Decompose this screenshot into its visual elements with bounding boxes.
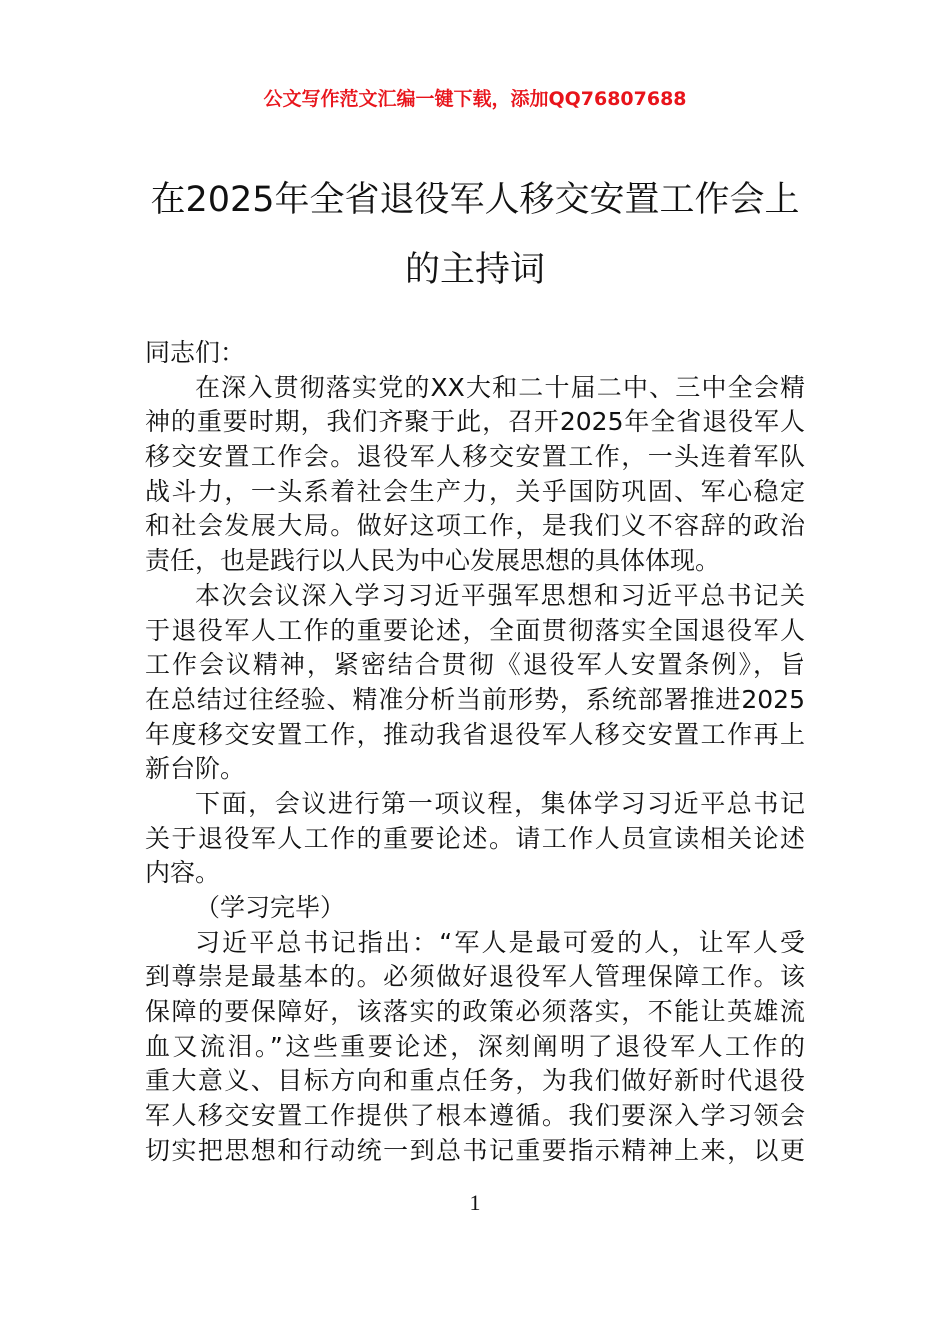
text-line: 于退役军人工作的重要论述，全面贯彻落实全国退役军人 [145,615,805,645]
text-line: 本次会议深入学习习近平强军思想和习近平总书记关 [195,580,805,610]
download-notice: 公文写作范文汇编一键下载，添加QQ76807688 [263,88,687,110]
paragraph [145,371,805,579]
text-line: 保障的要保障好，该落实的政策必须落实，不能让英雄流 [145,997,805,1027]
text-line: 和社会发展大局。做好这项工作，是我们义不容辞的政治 [145,511,805,541]
text-line: 军人移交安置工作提供了根本遵循。我们要深入学习领会 [145,1101,805,1131]
text-line: 到尊崇是最基本的。必须做好退役军人管理保障工作。该 [145,962,805,992]
paragraph [145,336,805,371]
text-line: 重大意义、目标方向和重点任务，为我们做好新时代退役 [145,1066,805,1096]
text-line: 责任，也是践行以人民为中心发展思想的具体体现。 [145,546,721,576]
text-line: 移交安置工作会。退役军人移交安置工作，一头连着军队 [145,442,805,472]
page-number: 1 [469,1190,481,1215]
text-line: （学习完毕） [195,893,346,922]
text-line: 下面，会议进行第一项议程，集体学习习近平总书记 [195,788,805,818]
text-line: 神的重要时期，我们齐聚于此，召开2025年全省退役军人 [145,407,805,437]
text-line: 关于退役军人工作的重要论述。请工作人员宣读相关论述 [145,823,805,853]
text-line: 在深入贯彻落实党的XX大和二十届二中、三中全会精 [195,372,805,402]
text-line: 战斗力，一头系着社会生产力，关乎国防巩固、军心稳定 [145,476,805,506]
text-line: 血又流泪。”这些重要论述，深刻阐明了退役军人工作的 [145,1031,805,1061]
text-line: 工作会议精神，紧密结合贯彻《退役军人安置条例》，旨 [145,650,805,680]
text-line: 同志们： [145,338,246,367]
text-line: 新台阶。 [145,754,246,784]
paragraph [145,891,805,926]
text-line: 习近平总书记指出：“军人是最可爱的人，让军人受 [195,927,805,957]
text-line: 切实把思想和行动统一到总书记重要指示精神上来，以更 [145,1135,805,1165]
document-title-line-1: 在2025年全省退役军人移交安置工作会上 [150,180,800,220]
document-title-line-2: 的主持词 [404,250,545,290]
paragraph [145,926,805,1169]
document-body [145,336,805,1169]
paragraph [145,579,805,787]
paragraph [145,787,805,891]
text-line: 内容。 [145,858,221,888]
text-line: 年度移交安置工作，推动我省退役军人移交安置工作再上 [145,719,805,749]
text-line: 在总结过往经验、精准分析当前形势，系统部署推进2025 [145,684,805,714]
